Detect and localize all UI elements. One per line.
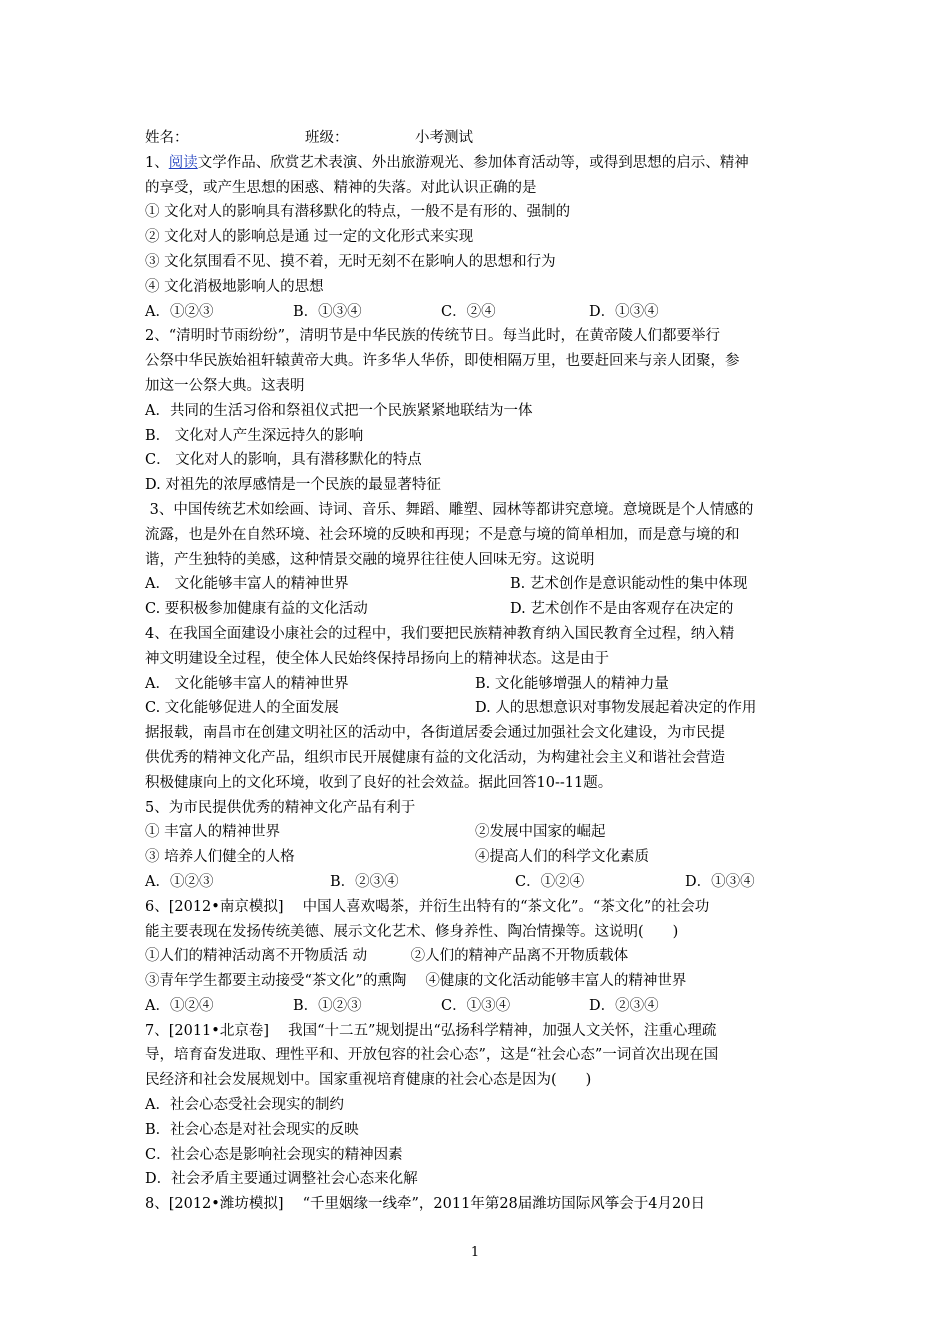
q6-option-a: A．①②④ bbox=[145, 997, 214, 1014]
q5-option-c: C．①②④ bbox=[515, 873, 585, 890]
q1-statement-3: ③ 文化氛围看不见、摸不着，无时无刻不在影响人的思想和行为 bbox=[145, 253, 556, 270]
q2-option-c: C． 文化对人的影响，具有潜移默化的特点 bbox=[145, 452, 422, 469]
q1-read-link[interactable]: 阅读 bbox=[168, 154, 198, 171]
q4-option-a: A． 文化能够丰富人的精神世界 bbox=[145, 675, 349, 692]
q7-option-c: C．社会心态是影响社会现实的精神因素 bbox=[145, 1146, 403, 1163]
passage-line-2: 供优秀的精神文化产品，组织市民开展健康有益的文化活动，为构建社会主义和谐社会营造 bbox=[145, 749, 725, 766]
q5-statements-row-1 bbox=[145, 820, 810, 845]
q1-option-c: C．②④ bbox=[441, 303, 496, 320]
q6-stem-line-1: 6、[2012•南京模拟] 中国人喜欢喝茶，并衍生出特有的“茶文化”。“茶文化”的社会功 bbox=[145, 898, 710, 915]
q4-option-d: D. 人的思想意识对事物发展起着决定的作用 bbox=[475, 700, 757, 717]
q1-stem-line-2: 的享受，或产生思想的困惑、精神的失落。对此认识正确的是 bbox=[145, 179, 537, 196]
q1-stem-text: 文学作品、欣赏艺术表演、外出旅游观光、参加体育活动等，或得到思想的启示、精神 bbox=[197, 154, 749, 171]
q5-statement-1: ① 丰富人的精神世界 bbox=[145, 824, 281, 841]
page-number: 1 bbox=[470, 1245, 480, 1260]
q2-option-d: D. 对祖先的浓厚感情是一个民族的最显著特征 bbox=[145, 477, 441, 494]
q7-stem-line-1: 7、[2011•北京卷] 我国“十二五”规划提出“弘扬科学精神，加强人文关怀，注重心理疏 bbox=[145, 1022, 717, 1039]
q1-option-d: D．①③④ bbox=[589, 303, 659, 320]
q3-options-row-1 bbox=[145, 572, 810, 597]
q3-option-d: D. 艺术创作不是由客观存在决定的 bbox=[510, 601, 734, 618]
q1-options bbox=[145, 300, 810, 325]
q5-option-b: B．②③④ bbox=[330, 873, 399, 890]
q2-stem-line-1: 2、“清明时节雨纷纷”，清明节是中华民族的传统节日。每当此时，在黄帝陵人们都要举行 bbox=[145, 328, 721, 345]
q5-option-a: A．①②③ bbox=[145, 873, 214, 890]
q3-stem-line-2: 流露，也是外在自然环境、社会环境的反映和再现；不是意与境的简单相加，而是意与境的和 bbox=[145, 526, 740, 543]
q4-options-row-1 bbox=[145, 672, 810, 697]
class-field-label: 班级： bbox=[305, 130, 349, 146]
q7-option-a: A．社会心态受社会现实的制约 bbox=[145, 1097, 344, 1114]
q6-statements-line-2: ③青年学生都要主动接受“茶文化”的熏陶 ④健康的文化活动能够丰富人的精神世界 bbox=[145, 973, 687, 990]
q5-options bbox=[145, 870, 810, 895]
q2-stem-line-2: 公祭中华民族始祖轩辕黄帝大典。许多华人华侨，即使相隔万里，也要赶回来与亲人团聚，参 bbox=[145, 353, 740, 370]
q1-statement-4: ④ 文化消极地影响人的思想 bbox=[145, 278, 324, 295]
q5-statement-2: ②发展中国家的崛起 bbox=[475, 824, 606, 841]
q5-statement-4: ④提高人们的科学文化素质 bbox=[475, 849, 649, 866]
q6-option-d: D．②③④ bbox=[589, 997, 659, 1014]
q4-stem-line-2: 神文明建设全过程，使全体人民始终保持昂扬向上的精神状态。这是由于 bbox=[145, 650, 609, 667]
name-field-label: 姓名： bbox=[145, 130, 189, 146]
q4-stem-line-1: 4、在我国全面建设小康社会的过程中，我们要把民族精神教育纳入国民教育全过程，纳入精 bbox=[145, 625, 735, 642]
q6-stem-line-2: 能主要表现在发扬传统美德、展示文化艺术、修身养性、陶冶情操等。这说明( ) bbox=[145, 923, 679, 940]
document-body bbox=[145, 126, 810, 1217]
q2-option-a: A．共同的生活习俗和祭祖仪式把一个民族紧紧地联结为一体 bbox=[145, 402, 533, 419]
passage-line-1: 据报载，南昌市在创建文明社区的活动中，各街道居委会通过加强社会文化建设，为市民提 bbox=[145, 725, 725, 742]
q6-options bbox=[145, 994, 810, 1019]
q6-option-c: C．①③④ bbox=[441, 997, 511, 1014]
q3-options-row-2 bbox=[145, 597, 810, 622]
passage-line-3: 积极健康向上的文化环境，收到了良好的社会效益。据此回答10--11题。 bbox=[145, 774, 613, 791]
q5-stem: 5、为市民提供优秀的精神文化产品有利于 bbox=[145, 799, 416, 816]
q7-option-b: B．社会心态是对社会现实的反映 bbox=[145, 1121, 359, 1138]
q1-stem-line-1 bbox=[145, 151, 810, 176]
q5-option-d: D．①③④ bbox=[685, 873, 755, 890]
q4-options-row-2 bbox=[145, 696, 810, 721]
q5-statements-row-2 bbox=[145, 845, 810, 870]
q7-option-d: D．社会矛盾主要通过调整社会心态来化解 bbox=[145, 1171, 418, 1188]
q1-statement-2: ② 文化对人的影响总是通 过一定的文化形式来实现 bbox=[145, 229, 474, 246]
q3-option-b: B. 艺术创作是意识能动性的集中体现 bbox=[510, 576, 748, 593]
q4-option-b: B. 文化能够增强人的精神力量 bbox=[475, 675, 669, 692]
q2-option-b: B． 文化对人产生深远持久的影响 bbox=[145, 427, 364, 444]
q3-option-a: A． 文化能够丰富人的精神世界 bbox=[145, 576, 349, 593]
q1-statement-1: ① 文化对人的影响具有潜移默化的特点，一般不是有形的、强制的 bbox=[145, 204, 571, 221]
header-line bbox=[145, 126, 810, 151]
q1-number: 1、 bbox=[145, 154, 169, 171]
q5-statement-3: ③ 培养人们健全的人格 bbox=[145, 849, 295, 866]
quiz-title: 小考测试 bbox=[415, 130, 473, 146]
q3-option-c: C. 要积极参加健康有益的文化活动 bbox=[145, 601, 368, 618]
q3-stem-line-3: 谐，产生独特的美感，这种情景交融的境界往往使人回味无穷。这说明 bbox=[145, 551, 595, 568]
q2-stem-line-3: 加这一公祭大典。这表明 bbox=[145, 377, 305, 394]
q1-option-a: A．①②③ bbox=[145, 303, 214, 320]
q4-option-c: C. 文化能够促进人的全面发展 bbox=[145, 700, 339, 717]
q6-statements-line-1: ①人们的精神活动离不开物质活 动 ②人们的精神产品离不开物质载体 bbox=[145, 948, 629, 965]
q8-stem-line-1: 8、[2012•潍坊模拟] “千里姻缘一线牵”，2011年第28届潍坊国际风筝会于4月20日 bbox=[145, 1196, 705, 1213]
q7-stem-line-2: 导，培育奋发进取、理性平和、开放包容的社会心态”，这是“社会心态”一词首次出现在国 bbox=[145, 1047, 719, 1064]
q6-option-b: B．①②③ bbox=[293, 997, 362, 1014]
q1-option-b: B．①③④ bbox=[293, 303, 362, 320]
q7-stem-line-3: 民经济和社会发展规划中。国家重视培育健康的社会心态是因为( ) bbox=[145, 1072, 592, 1089]
q3-stem-line-1: 3、中国传统艺术如绘画、诗词、音乐、舞蹈、雕塑、园林等都讲究意境。意境既是个人情感的 bbox=[145, 501, 754, 518]
